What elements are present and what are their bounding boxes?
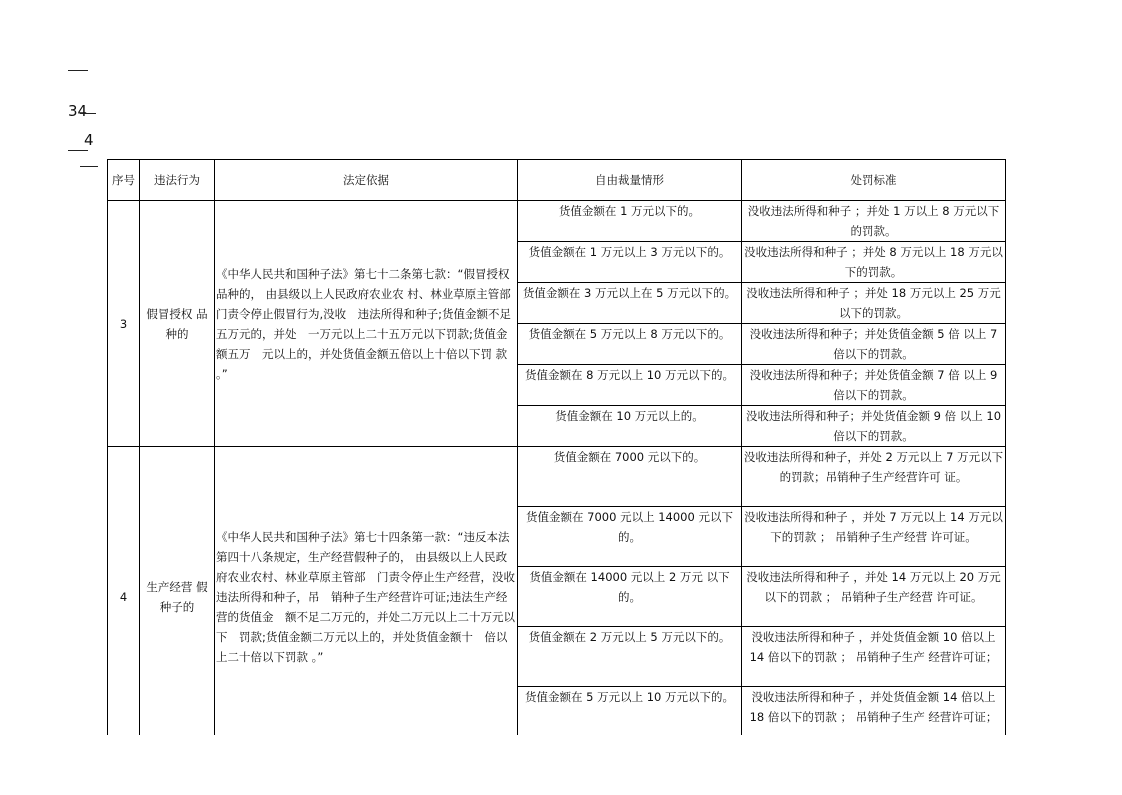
legal-basis: 《中华人民共和国种子法》第七十四条第一款：“违反本法第四十八条规定，生产经营假种子的， 由县级以上人民政府农业农村、林业草原主管部 门责令停止生产经营，没收违法所得和种子，吊 销种子生产经营许可证;违法生产经营的货值金 额不足二万元的，并处二万元以上二十万元以下 罚款;货值金额二万元以上的，并处货值金额十 倍以上二十倍以下罚款 。” [215,447,518,747]
header-discretion: 自由裁量情形 [518,160,742,201]
header-penalty: 处罚标准 [742,160,1006,201]
discretion-case: 货值金额在 1 万元以上 3 万元以下的。 [518,242,742,283]
violation-act: 假冒授权 品种的 [140,201,215,447]
discretion-case: 货值金额在 8 万元以上 10 万元以下的。 [518,365,742,406]
page-bottom-cut [107,735,1027,795]
discretion-case: 货值金额在 14000 元以上 2 万元 以下的。 [518,567,742,627]
row-number: 4 [108,447,140,747]
page-number-b: 4 [84,131,94,149]
penalty-standard: 没收违法所得和种子；并处货值金额 5 倍 以上 7 倍以下的罚款。 [742,324,1006,365]
discretion-case: 货值金额在 5 万元以上 8 万元以下的。 [518,324,742,365]
penalty-standard: 没收违法所得和种子 ；并处 1 万以上 8 万元以下的罚款。 [742,201,1006,242]
header-no: 序号 [108,160,140,201]
table-row [108,201,1006,242]
margin-dash-bottom [80,166,98,167]
penalty-standard: 没收违法所得和种子 ；并处 18 万元以上 25 万元以下的罚款。 [742,283,1006,324]
row-number: 3 [108,201,140,447]
penalty-standard: 没收违法所得和种子；并处货值金额 7 倍 以上 9 倍以下的罚款。 [742,365,1006,406]
page-number-a: 34 [68,102,88,120]
penalty-standard: 没收违法所得和种子 ，并处货值金额 14 倍以上 18 倍以下的罚款 ； 吊销种子生产 经营许可证； [742,687,1006,747]
penalty-standard: 没收违法所得和种子 ，并处 14 万元以上 20 万元以下的罚款 ； 吊销种子生产经营 许可证。 [742,567,1006,627]
discretion-case: 货值金额在 2 万元以上 5 万元以下的。 [518,627,742,687]
discretion-case: 货值金额在 7000 元以上 14000 元以下的。 [518,507,742,567]
discretion-case: 货值金额在 7000 元以下的。 [518,447,742,507]
discretion-case: 货值金额在 10 万元以上的。 [518,406,742,447]
header-basis: 法定依据 [215,160,518,201]
table-header-row [108,160,1006,201]
penalty-standard: 没收违法所得和种子，并处 2 万元以上 7 万元以下的罚款；吊销种子生产经营许可 证。 [742,447,1006,507]
violation-act: 生产经营 假种子的 [140,447,215,747]
margin-dash-mid [68,150,88,151]
header-act: 违法行为 [140,160,215,201]
discretion-case: 货值金额在 3 万元以上在 5 万元以下的。 [518,283,742,324]
penalty-standard: 没收违法所得和种子 ；并处 8 万元以上 18 万元以下的罚款。 [742,242,1006,283]
table-row [108,447,1006,507]
penalty-table [107,159,1006,747]
penalty-standard: 没收违法所得和种子 ，并处 7 万元以上 14 万元以下的罚款 ； 吊销种子生产经营 许可证。 [742,507,1006,567]
page-number-strike [80,113,96,114]
discretion-case: 货值金额在 1 万元以下的。 [518,201,742,242]
discretion-case: 货值金额在 5 万元以上 10 万元以下的。 [518,687,742,747]
penalty-standard: 没收违法所得和种子；并处货值金额 9 倍 以上 10 倍以下的罚款。 [742,406,1006,447]
legal-basis: 《中华人民共和国种子法》第七十二条第七款：“假冒授权品种的， 由县级以上人民政府农业农 村、林业草原主管部门责令停止假冒行为,没收 违法所得和种子;货值金额不足五万元的，并处 一万元以上二十五万元以下罚款;货值金额五万 元以上的，并处货值金额五倍以上十倍以下罚 款 。” [215,201,518,447]
margin-dash-top [68,70,88,71]
penalty-standard: 没收违法所得和种子 ，并处货值金额 10 倍以上 14 倍以下的罚款 ； 吊销种子生产 经营许可证； [742,627,1006,687]
